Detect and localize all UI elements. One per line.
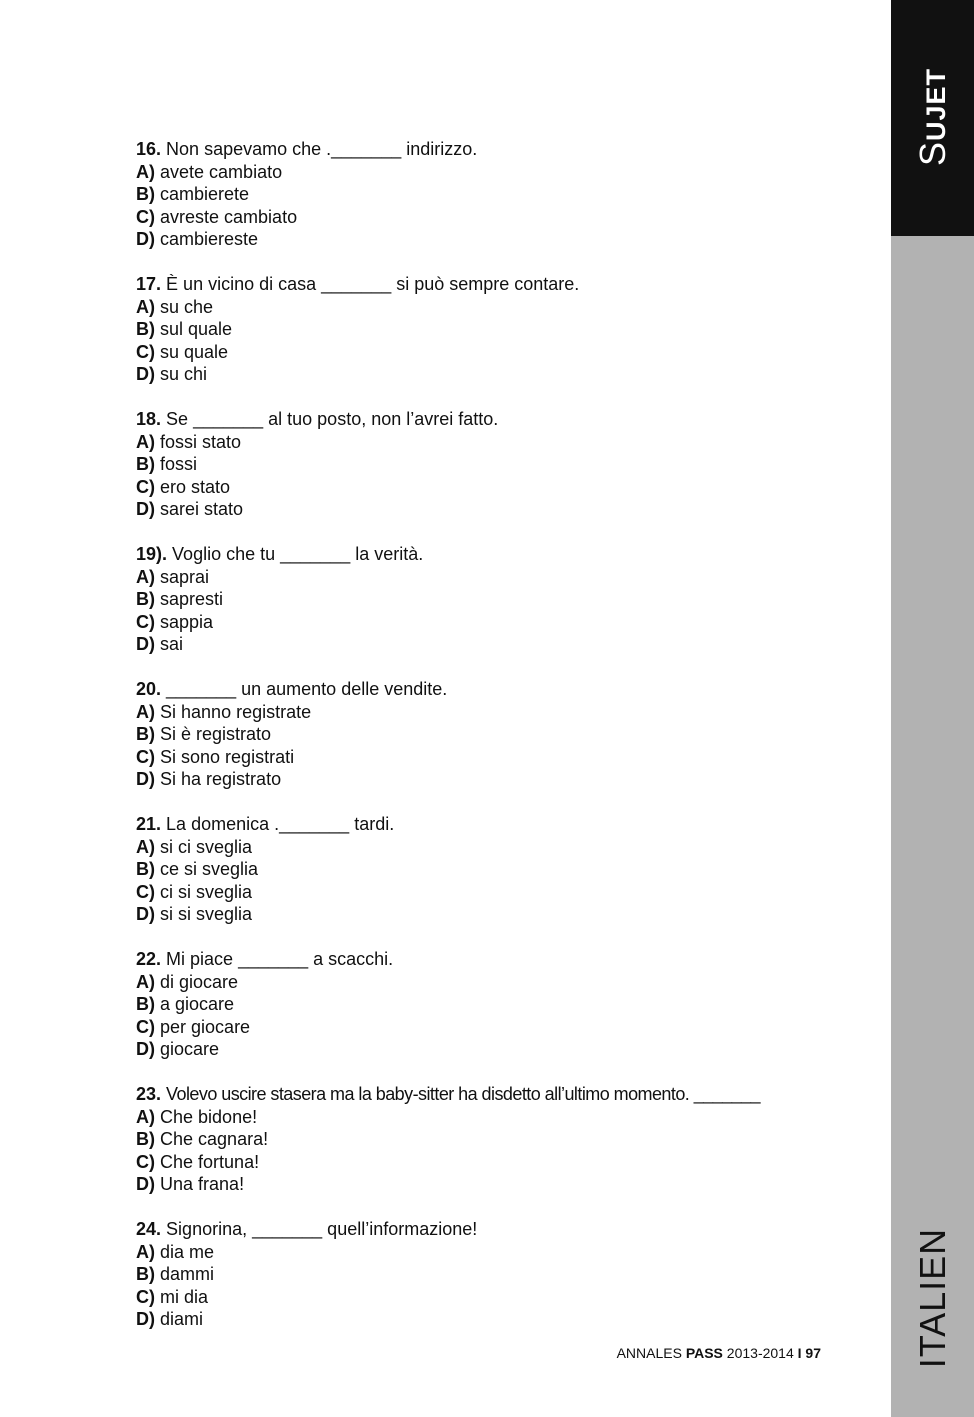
answer-option bbox=[136, 296, 826, 319]
answer-option bbox=[136, 498, 826, 521]
question-text: Non sapevamo che ._______ indirizzo. bbox=[166, 139, 478, 159]
answer-option bbox=[136, 341, 826, 364]
answer-option bbox=[136, 1151, 826, 1174]
option-text: mi dia bbox=[160, 1286, 209, 1307]
option-letter: A) bbox=[136, 431, 155, 452]
option-text: sul quale bbox=[160, 319, 233, 339]
option-letter: B) bbox=[136, 454, 155, 474]
option-letter: C) bbox=[136, 611, 155, 632]
option-letter: C) bbox=[136, 1286, 155, 1307]
answer-option bbox=[136, 1263, 826, 1286]
question-text: Voglio che tu _______ la verità. bbox=[172, 544, 424, 564]
question-number: 18. bbox=[136, 409, 162, 429]
option-text: saprai bbox=[160, 566, 210, 587]
section-label-rest: UJET bbox=[921, 67, 951, 142]
answer-option bbox=[136, 1016, 826, 1039]
option-letter: D) bbox=[136, 904, 155, 924]
answer-option bbox=[136, 588, 826, 611]
option-letter: B) bbox=[136, 994, 155, 1014]
question-text: _______ un aumento delle vendite. bbox=[166, 679, 448, 699]
question-text: La domenica ._______ tardi. bbox=[166, 814, 395, 834]
question-18 bbox=[136, 408, 826, 521]
option-text: fossi bbox=[160, 454, 198, 474]
answer-option bbox=[136, 228, 826, 251]
option-letter: C) bbox=[136, 476, 155, 497]
option-text: Si è registrato bbox=[160, 724, 272, 744]
option-letter: D) bbox=[136, 634, 155, 654]
question-19 bbox=[136, 543, 826, 656]
answer-option bbox=[136, 1128, 826, 1151]
option-letter: C) bbox=[136, 1016, 155, 1037]
option-text: ero stato bbox=[160, 476, 231, 497]
answer-option bbox=[136, 701, 826, 724]
question-24 bbox=[136, 1218, 826, 1331]
answer-option bbox=[136, 903, 826, 926]
answer-option bbox=[136, 971, 826, 994]
answer-option bbox=[136, 858, 826, 881]
option-letter: C) bbox=[136, 206, 155, 227]
question-number: 22. bbox=[136, 949, 162, 969]
answer-option bbox=[136, 161, 826, 184]
option-text: Che fortuna! bbox=[160, 1151, 260, 1172]
option-text: cambierete bbox=[160, 184, 250, 204]
option-text: Si sono registrati bbox=[160, 746, 295, 767]
option-letter: B) bbox=[136, 184, 155, 204]
answer-option bbox=[136, 318, 826, 341]
question-text: Se _______ al tuo posto, non l’avrei fatto. bbox=[166, 409, 499, 429]
option-letter: D) bbox=[136, 229, 155, 249]
answer-option bbox=[136, 476, 826, 499]
question-text: Volevo uscire stasera ma la baby-sitter ha disdetto all’ultimo momento. _______ bbox=[166, 1084, 760, 1104]
section-label-initial: S bbox=[912, 141, 953, 167]
question-list bbox=[136, 138, 826, 1353]
option-letter: D) bbox=[136, 1309, 155, 1329]
option-text: fossi stato bbox=[160, 431, 242, 452]
option-text: sarei stato bbox=[160, 499, 244, 519]
question-22 bbox=[136, 948, 826, 1061]
question-line bbox=[136, 1083, 826, 1106]
footer-prefix: ANNALES bbox=[616, 1345, 682, 1361]
option-letter: C) bbox=[136, 746, 155, 767]
option-text: avreste cambiato bbox=[160, 206, 298, 227]
answer-option bbox=[136, 453, 826, 476]
option-text: dammi bbox=[160, 1264, 215, 1284]
option-letter: C) bbox=[136, 341, 155, 362]
option-text: cambiereste bbox=[160, 229, 259, 249]
question-number: 23. bbox=[136, 1084, 162, 1104]
answer-option bbox=[136, 206, 826, 229]
answer-option bbox=[136, 1308, 826, 1331]
option-letter: B) bbox=[136, 589, 155, 609]
question-20 bbox=[136, 678, 826, 791]
question-line bbox=[136, 948, 826, 971]
answer-option bbox=[136, 1241, 826, 1264]
option-letter: D) bbox=[136, 1039, 155, 1059]
option-text: sappia bbox=[160, 611, 214, 632]
option-letter: B) bbox=[136, 1129, 155, 1149]
question-line bbox=[136, 138, 826, 161]
answer-option bbox=[136, 1173, 826, 1196]
option-letter: B) bbox=[136, 1264, 155, 1284]
option-letter: C) bbox=[136, 1151, 155, 1172]
option-letter: D) bbox=[136, 769, 155, 789]
question-number: 16. bbox=[136, 139, 162, 159]
option-text: Una frana! bbox=[160, 1174, 245, 1194]
option-letter: A) bbox=[136, 161, 155, 182]
question-23 bbox=[136, 1083, 826, 1196]
option-letter: C) bbox=[136, 881, 155, 902]
option-letter: A) bbox=[136, 701, 155, 722]
question-line bbox=[136, 1218, 826, 1241]
option-text: Si hanno registrate bbox=[160, 701, 312, 722]
answer-option bbox=[136, 1286, 826, 1309]
option-text: giocare bbox=[160, 1039, 220, 1059]
subject-label-text: ITALIEN bbox=[912, 1227, 953, 1369]
option-text: ci si sveglia bbox=[160, 881, 253, 902]
question-number: 19). bbox=[136, 544, 168, 564]
option-letter: A) bbox=[136, 971, 155, 992]
section-label bbox=[911, 37, 955, 197]
question-line bbox=[136, 813, 826, 836]
question-text: Signorina, _______ quell’informazione! bbox=[166, 1219, 478, 1239]
option-text: sai bbox=[160, 634, 184, 654]
option-text: Si ha registrato bbox=[160, 769, 282, 789]
option-letter: D) bbox=[136, 364, 155, 384]
option-letter: A) bbox=[136, 836, 155, 857]
answer-option bbox=[136, 363, 826, 386]
answer-option bbox=[136, 881, 826, 904]
page-footer bbox=[617, 1344, 821, 1362]
answer-option bbox=[136, 183, 826, 206]
question-21 bbox=[136, 813, 826, 926]
option-text: avete cambiato bbox=[160, 161, 283, 182]
answer-option bbox=[136, 836, 826, 859]
option-letter: B) bbox=[136, 859, 155, 879]
option-letter: A) bbox=[136, 296, 155, 317]
answer-option bbox=[136, 1106, 826, 1129]
option-text: su quale bbox=[160, 341, 229, 362]
question-number: 20. bbox=[136, 679, 162, 699]
option-letter: A) bbox=[136, 566, 155, 587]
question-number: 17. bbox=[136, 274, 162, 294]
option-text: diami bbox=[160, 1309, 204, 1329]
footer-brand: PASS bbox=[685, 1345, 723, 1361]
subject-label bbox=[908, 1193, 958, 1403]
answer-option bbox=[136, 1038, 826, 1061]
option-text: per giocare bbox=[160, 1016, 251, 1037]
question-16 bbox=[136, 138, 826, 251]
question-number: 21. bbox=[136, 814, 162, 834]
option-text: Che bidone! bbox=[160, 1106, 258, 1127]
option-letter: B) bbox=[136, 319, 155, 339]
option-text: si ci sveglia bbox=[160, 836, 253, 857]
question-number: 24. bbox=[136, 1219, 162, 1239]
option-text: si si sveglia bbox=[160, 904, 253, 924]
option-letter: D) bbox=[136, 1174, 155, 1194]
option-text: su che bbox=[160, 296, 214, 317]
option-text: a giocare bbox=[160, 994, 235, 1014]
option-letter: B) bbox=[136, 724, 155, 744]
question-17 bbox=[136, 273, 826, 386]
answer-option bbox=[136, 611, 826, 634]
answer-option bbox=[136, 723, 826, 746]
option-text: ce si sveglia bbox=[160, 859, 259, 879]
answer-option bbox=[136, 431, 826, 454]
question-text: Mi piace _______ a scacchi. bbox=[166, 949, 394, 969]
option-text: sapresti bbox=[160, 589, 224, 609]
option-letter: D) bbox=[136, 499, 155, 519]
option-letter: A) bbox=[136, 1241, 155, 1262]
answer-option bbox=[136, 993, 826, 1016]
question-line bbox=[136, 273, 826, 296]
page-number: I 97 bbox=[797, 1345, 821, 1361]
option-letter: A) bbox=[136, 1106, 155, 1127]
option-text: di giocare bbox=[160, 971, 239, 992]
option-text: dia me bbox=[160, 1241, 215, 1262]
question-line bbox=[136, 543, 826, 566]
answer-option bbox=[136, 566, 826, 589]
question-text: È un vicino di casa _______ si può sempre contare. bbox=[166, 274, 580, 294]
question-line bbox=[136, 678, 826, 701]
answer-option bbox=[136, 746, 826, 769]
answer-option bbox=[136, 633, 826, 656]
answer-option bbox=[136, 768, 826, 791]
option-text: Che cagnara! bbox=[160, 1129, 269, 1149]
question-line bbox=[136, 408, 826, 431]
option-text: su chi bbox=[160, 364, 208, 384]
footer-years: 2013-2014 bbox=[726, 1345, 794, 1361]
